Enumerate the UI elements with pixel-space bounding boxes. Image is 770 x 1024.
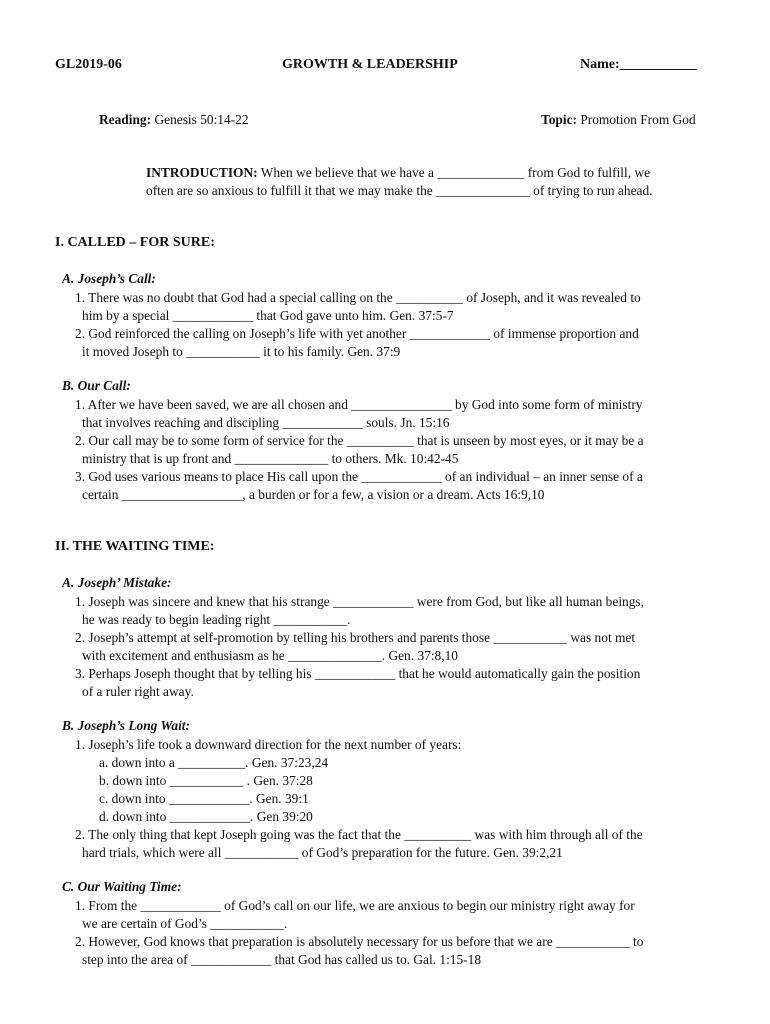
- intro-label: INTRODUCTION:: [146, 165, 258, 180]
- section-1a-line: it moved Joseph to ___________ it to his family. Gen. 37:9: [82, 344, 401, 359]
- section-1-title: I. CALLED – FOR SURE:: [55, 235, 215, 250]
- intro-line-1: INTRODUCTION: When we believe that we have a _____________ from God to fulfill, we: [146, 165, 651, 180]
- section-2a-line: he was ready to begin leading right ___________.: [82, 612, 351, 627]
- section-2b-subitem: a. down into a __________. Gen. 37:23,24: [99, 755, 329, 770]
- intro-line-2: often are so anxious to fulfill it that we may make the ______________ of trying to run ahead.: [146, 183, 653, 198]
- section-2a-line: with excitement and enthusiasm as he ______________. Gen. 37:8,10: [82, 648, 458, 663]
- section-2b-line: 2. The only thing that kept Joseph going was the fact that the __________ was with him through all of the: [75, 827, 643, 842]
- name-field: [580, 57, 697, 73]
- section-2c-title: C. Our Waiting Time:: [62, 879, 182, 894]
- reading-label: Reading:: [99, 112, 152, 127]
- section-1b-line: 1. After we have been saved, we are all chosen and _______________ by God into some form of ministry: [75, 397, 643, 412]
- section-2c-line: step into the area of ____________ that God has called us to. Gal. 1:15-18: [82, 952, 482, 967]
- section-1b-line: certain __________________, a burden or for a few, a vision or a dream. Acts 16:9,10: [82, 487, 545, 502]
- reading-value: Genesis 50:14-22: [154, 112, 249, 127]
- section-2c-line: 1. From the ____________ of God’s call on our life, we are anxious to begin our ministry right away for: [75, 898, 635, 913]
- section-1a-title: A. Joseph’s Call:: [62, 271, 156, 286]
- section-2a-line: of a ruler right away.: [82, 684, 194, 699]
- section-2b-subitem: b. down into ___________ . Gen. 37:28: [99, 773, 313, 788]
- name-blank: ___________: [619, 57, 697, 72]
- section-2a-line: 3. Perhaps Joseph thought that by telling his ____________ that he would automatically gain the position: [75, 666, 641, 681]
- section-2b-line: 1. Joseph’s life took a downward direction for the next number of years:: [75, 737, 462, 752]
- section-2a-line: 1. Joseph was sincere and knew that his strange ____________ were from God, but like all human beings,: [75, 594, 644, 609]
- section-2c-line: 2. However, God knows that preparation is absolutely necessary for us before that we are ___________ to: [75, 934, 644, 949]
- topic-label: Topic:: [541, 112, 577, 127]
- section-1a-line: him by a special ____________ that God gave unto him. Gen. 37:5-7: [82, 308, 454, 323]
- section-2a-line: 2. Joseph’s attempt at self-promotion by telling his brothers and parents those ___________ was not met: [75, 630, 636, 645]
- section-1b-line: 3. God uses various means to place His call upon the ____________ of an individual – an inner sense of a: [75, 469, 643, 484]
- section-1b-line: that involves reaching and discipling ____________ souls. Jn. 15:16: [82, 415, 450, 430]
- reading-line: [99, 111, 249, 129]
- section-1a-line: 2. God reinforced the calling on Joseph’s life with yet another ____________ of immense proportion and: [75, 326, 639, 341]
- section-2-title: II. THE WAITING TIME:: [55, 539, 215, 554]
- section-2b-line: hard trials, which were all ___________ of God’s preparation for the future. Gen. 39:2,21: [82, 845, 563, 860]
- topic-line: [541, 111, 696, 129]
- section-2c-line: we are certain of God’s ___________.: [82, 916, 288, 931]
- section-1b-title: B. Our Call:: [62, 378, 131, 393]
- section-2b-subitem: c. down into ____________. Gen. 39:1: [99, 791, 309, 806]
- section-1b-line: 2. Our call may be to some form of service for the __________ that is unseen by most eyes, or it may be a: [75, 433, 644, 448]
- document-title: GROWTH & LEADERSHIP: [282, 57, 458, 72]
- section-2b-title: B. Joseph’s Long Wait:: [62, 718, 190, 733]
- document-code: GL2019-06: [55, 57, 122, 72]
- topic-value: Promotion From God: [580, 112, 696, 127]
- section-1b-line: ministry that is up front and ______________ to others. Mk. 10:42-45: [82, 451, 459, 466]
- name-label: Name:: [580, 57, 620, 72]
- section-2b-subitem: d. down into ____________. Gen 39:20: [99, 809, 313, 824]
- section-2a-title: A. Joseph’ Mistake:: [62, 575, 172, 590]
- section-1a-line: 1. There was no doubt that God had a special calling on the __________ of Joseph, and it was revealed to: [75, 290, 641, 305]
